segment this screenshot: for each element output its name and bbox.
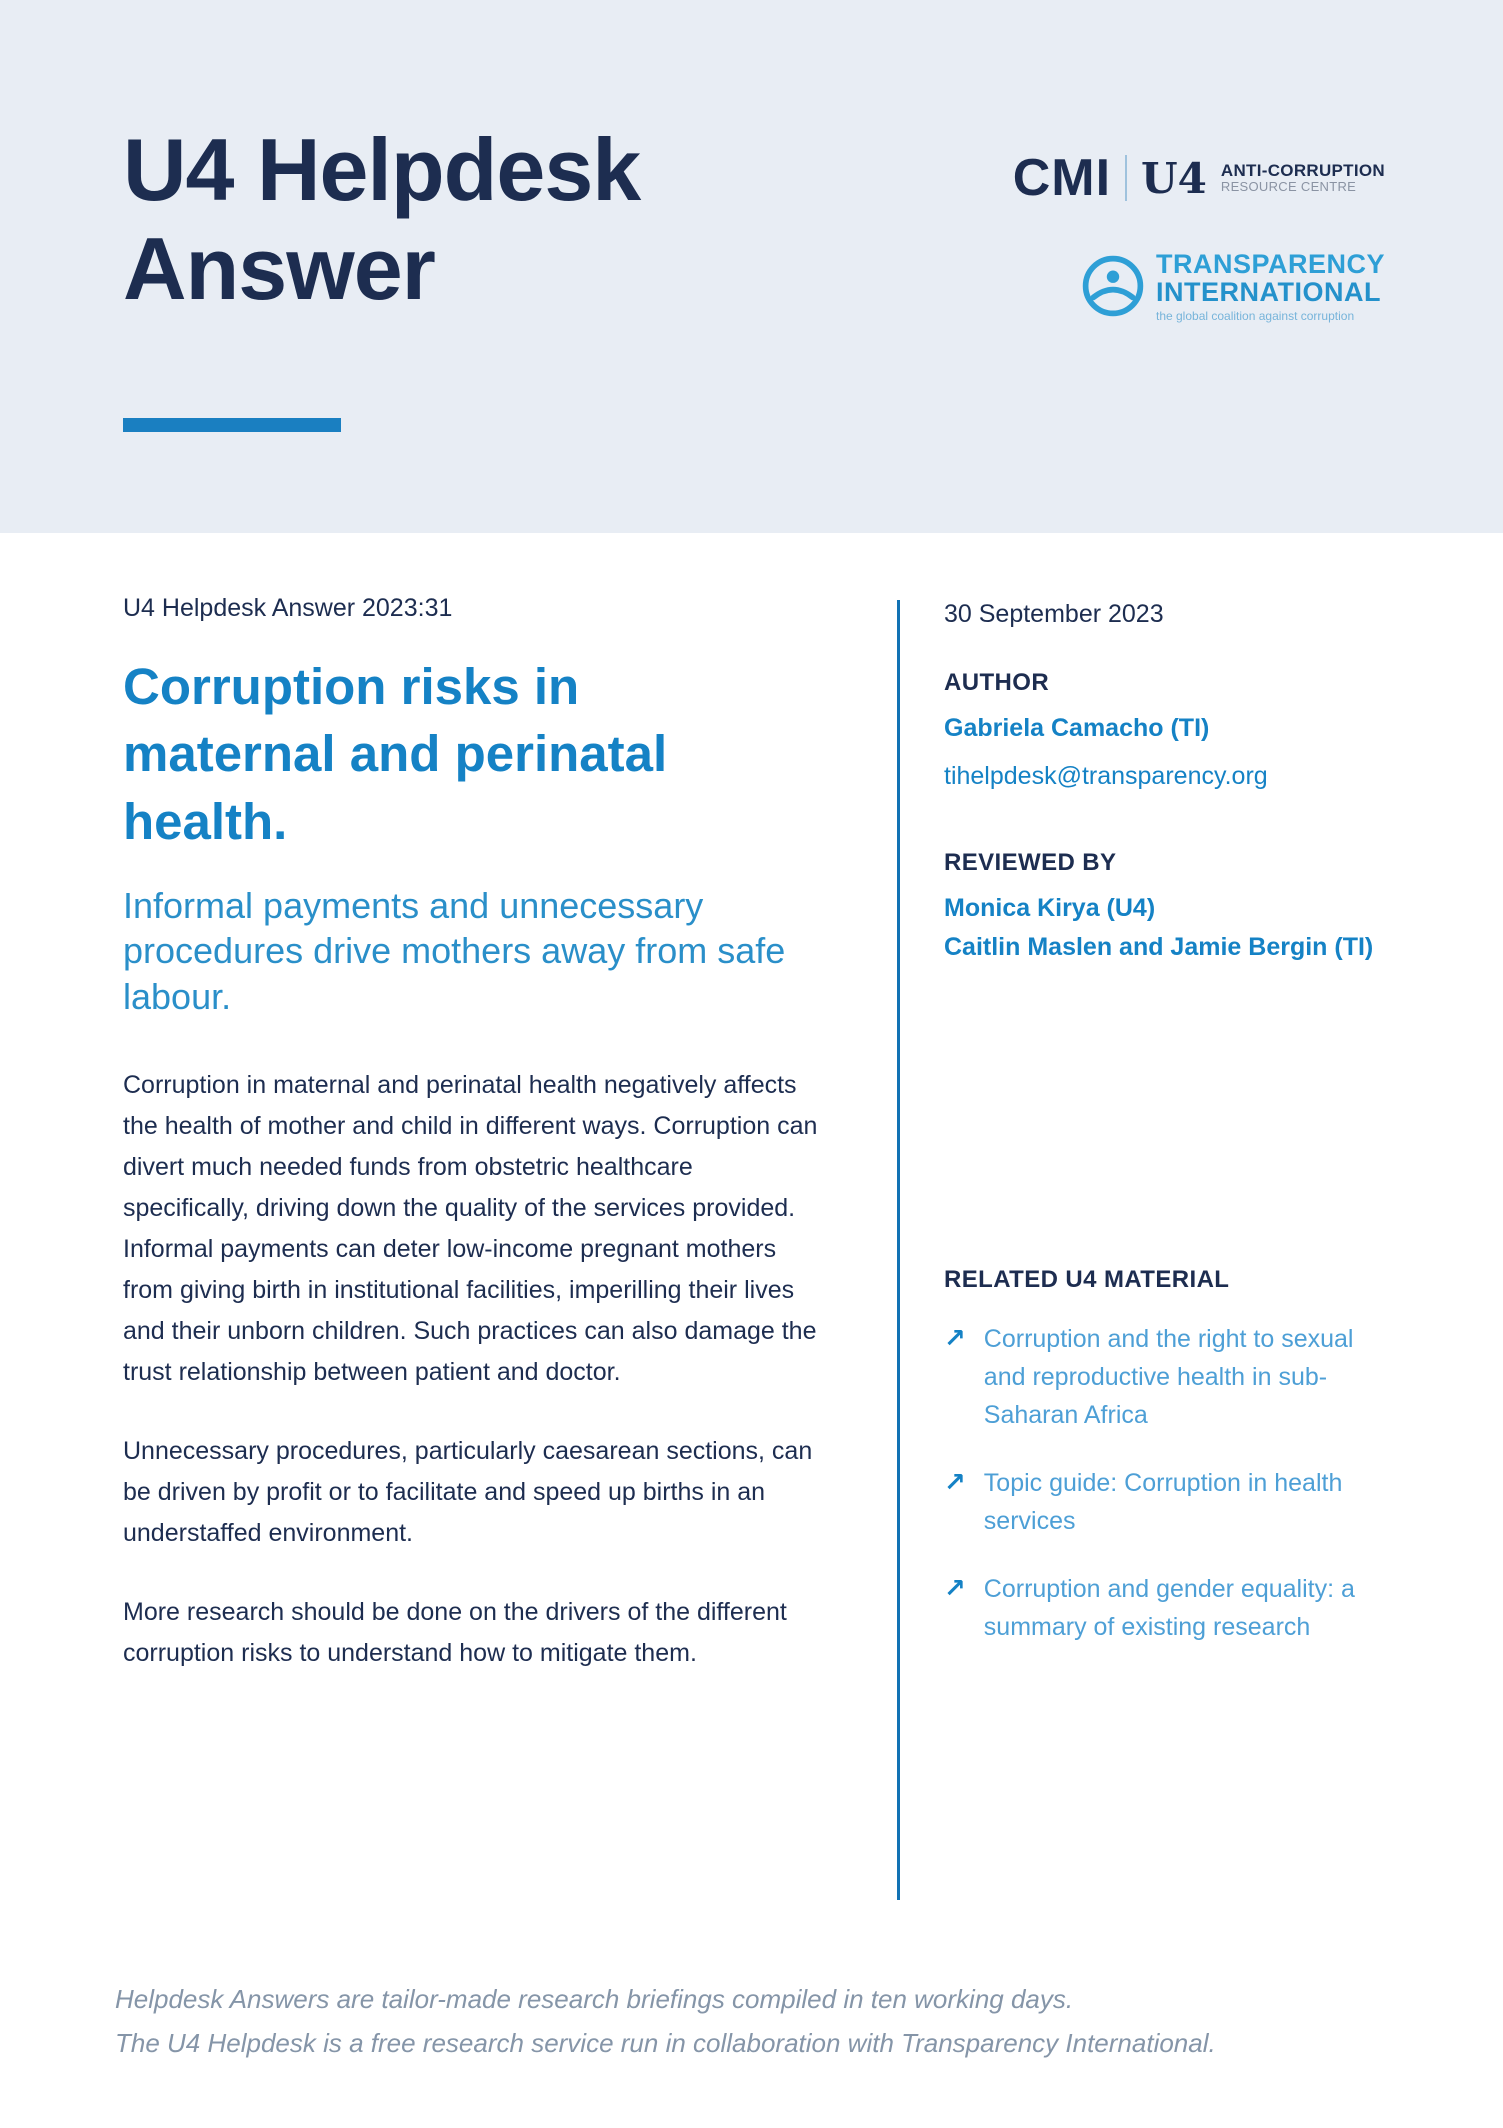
transparency-international-logo [985, 250, 1385, 322]
u4-logo-icon: U4 [1141, 153, 1207, 203]
reviewer-name: Monica Kirya (U4) [944, 893, 1156, 922]
ti-logo-line2: INTERNATIONAL [1155, 277, 1381, 308]
main-content [123, 594, 823, 1712]
u4-logo-line1: ANTI-CORRUPTION [1220, 160, 1385, 180]
footer-line2: The U4 Helpdesk is a free research service run in collaboration with Transparency International. [115, 2028, 1216, 2059]
related-link-text[interactable]: Topic guide: Corruption in health services [983, 1469, 1343, 1536]
arrow-up-right-icon: ↗ [944, 1573, 966, 1604]
related-link-text[interactable]: Corruption and the right to sexual and reproductive health in sub-Saharan Africa [983, 1325, 1354, 1430]
globe-icon [1082, 255, 1144, 317]
page-title: U4 Helpdesk Answer [123, 120, 641, 319]
header [0, 0, 1503, 533]
article-title: Corruption risks in maternal and perinatal health. [123, 658, 668, 850]
author-email-link[interactable]: tihelpdesk@transparency.org [944, 761, 1268, 790]
ti-logo-text [1156, 250, 1385, 322]
ti-logo-tagline: the global coalition against corruption [1155, 308, 1355, 323]
reviewed-by-label: REVIEWED BY [944, 848, 1117, 876]
author-name: Gabriela Camacho (TI) [944, 714, 1210, 742]
related-link-item[interactable] [944, 1320, 1414, 1434]
author-block [944, 669, 1414, 849]
sidebar [944, 600, 1414, 1676]
summary-paragraph: More research should be done on the drivers of the different corruption risks to understand how to mitigate them. [123, 1598, 787, 1668]
footer [115, 1977, 1315, 2066]
cmi-u4-logo [985, 148, 1385, 208]
u4-logo-line2: RESOURCE CENTRE [1220, 179, 1357, 195]
related-link-item[interactable] [944, 1464, 1414, 1540]
related-link-text[interactable]: Corruption and gender equality: a summary of existing research [983, 1575, 1355, 1642]
ti-logo-line1: TRANSPARENCY [1155, 249, 1385, 279]
column-divider [897, 600, 900, 1900]
related-material-label: RELATED U4 MATERIAL [944, 1266, 1230, 1294]
reviewed-by-block [944, 849, 1414, 967]
related-link-item[interactable] [944, 1570, 1414, 1646]
arrow-up-right-icon: ↗ [944, 1323, 966, 1354]
summary-paragraph: Unnecessary procedures, particularly caesarean sections, can be driven by profit or to facilitate and speed up births in an understaffed environment. [123, 1437, 813, 1548]
summary-paragraph: Corruption in maternal and perinatal health negatively affects the health of mother and child in different ways. Corruption can divert much needed funds from obstetric healthcare specifically, driving down the quality of the services provided. Informal payments can deter low-income pregnant mothers from giving birth in institutional facilities, imperilling their lives and their unborn children. Such practices can also damage the trust relationship between patient and doctor. [123, 1071, 818, 1387]
reviewer-name: Caitlin Maslen and Jamie Bergin (TI) [944, 932, 1374, 961]
publication-date: 30 September 2023 [944, 600, 1164, 628]
accent-bar [123, 418, 341, 432]
logo-divider [1125, 155, 1127, 201]
related-material-block [944, 1266, 1414, 1646]
u4-logo-text [1221, 161, 1385, 195]
cmi-logo: CMI [1012, 149, 1112, 207]
logo-block [985, 148, 1385, 322]
footer-line1: Helpdesk Answers are tailor-made research briefings compiled in ten working days. [115, 1983, 1074, 2014]
author-label: AUTHOR [944, 669, 1050, 696]
article-subtitle: Informal payments and unnecessary procedures drive mothers away from safe labour. [123, 884, 786, 1017]
document-reference: U4 Helpdesk Answer 2023:31 [123, 594, 453, 622]
arrow-up-right-icon: ↗ [944, 1467, 966, 1498]
